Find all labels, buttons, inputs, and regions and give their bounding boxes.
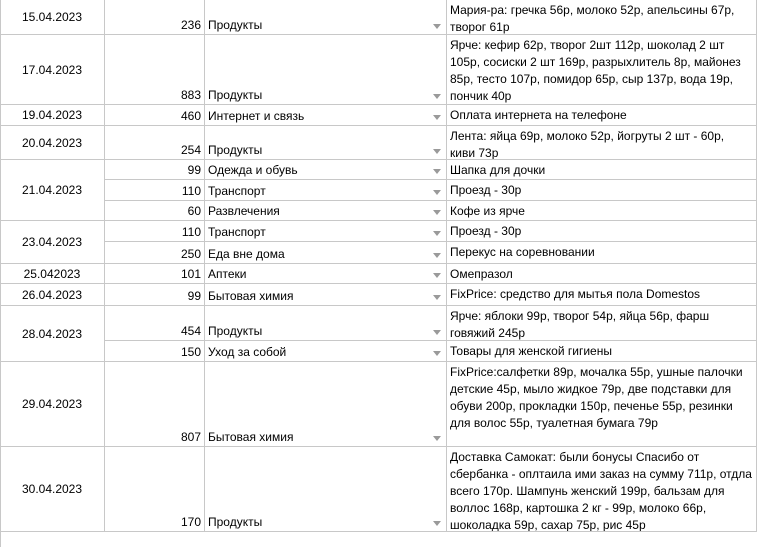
description-cell[interactable] (447, 160, 757, 180)
description-cell[interactable] (447, 447, 757, 532)
date-cell[interactable] (0, 126, 105, 160)
description-cell[interactable] (447, 306, 757, 341)
dropdown-arrow-icon[interactable] (433, 273, 441, 278)
category-label: Еда вне дома (208, 247, 285, 261)
description-text: Ярче: яблоки 99р, творог 54р, яйца 56р, фарш говяжий 245р (450, 309, 710, 340)
dropdown-arrow-icon[interactable] (433, 231, 441, 236)
category-label: Транспорт (208, 225, 266, 239)
dropdown-arrow-icon[interactable] (433, 149, 441, 154)
category-dropdown[interactable] (205, 284, 447, 306)
amount-text: 150 (180, 345, 201, 359)
description-cell[interactable] (447, 221, 757, 242)
category-dropdown[interactable] (205, 221, 447, 242)
date-text: 30.04.2023 (21, 482, 83, 496)
date-cell[interactable] (0, 284, 105, 306)
date-cell[interactable] (0, 306, 105, 362)
amount-text: 236 (180, 18, 201, 32)
amount-cell[interactable] (105, 242, 205, 264)
category-dropdown[interactable] (205, 201, 447, 221)
category-label: Продукты (208, 143, 263, 157)
description-text: Товары для женской гигиены (450, 344, 612, 358)
dropdown-arrow-icon[interactable] (433, 169, 441, 174)
description-cell[interactable] (447, 284, 757, 306)
date-text: 20.04.2023 (21, 135, 83, 150)
amount-cell[interactable] (105, 180, 205, 201)
amount-cell[interactable] (105, 264, 205, 284)
description-text: Кофе из ярче (450, 204, 525, 218)
amount-cell[interactable] (105, 0, 205, 35)
amount-text: 99 (187, 289, 201, 303)
amount-text: 460 (180, 109, 201, 123)
description-text: Проезд - 30р (450, 183, 522, 197)
category-dropdown[interactable] (205, 264, 447, 284)
date-cell[interactable] (0, 264, 105, 284)
amount-cell[interactable] (105, 221, 205, 242)
category-dropdown[interactable] (205, 362, 447, 447)
description-text: Лента: яйца 69р, молоко 52р, йогруты 2 шт - 60р, киви 73р (450, 129, 725, 160)
category-dropdown[interactable] (205, 306, 447, 341)
category-dropdown[interactable] (205, 126, 447, 160)
description-text: Проезд - 30р (450, 224, 522, 238)
amount-text: 250 (180, 247, 201, 261)
category-label: Бытовая химия (208, 430, 294, 444)
grid-left-border (0, 0, 1, 547)
description-cell[interactable] (447, 0, 757, 35)
dropdown-arrow-icon[interactable] (433, 94, 441, 99)
category-dropdown[interactable] (205, 447, 447, 532)
amount-cell[interactable] (105, 284, 205, 306)
date-cell[interactable] (0, 362, 105, 447)
dropdown-arrow-icon[interactable] (433, 210, 441, 215)
amount-cell[interactable] (105, 201, 205, 221)
category-dropdown[interactable] (205, 242, 447, 264)
category-dropdown[interactable] (205, 160, 447, 180)
date-text: 19.04.2023 (21, 108, 83, 122)
amount-cell[interactable] (105, 447, 205, 532)
dropdown-arrow-icon[interactable] (433, 115, 441, 120)
amount-cell[interactable] (105, 362, 205, 447)
category-label: Аптеки (208, 267, 247, 281)
amount-text: 807 (180, 430, 201, 444)
category-label: Продукты (208, 88, 263, 102)
category-label: Транспорт (208, 184, 266, 198)
category-label: Уход за собой (208, 345, 287, 359)
description-cell[interactable] (447, 341, 757, 362)
amount-text: 110 (181, 184, 201, 198)
date-text: 23.04.2023 (21, 235, 83, 249)
date-text: 28.04.2023 (21, 326, 83, 341)
dropdown-arrow-icon[interactable] (433, 24, 441, 29)
date-cell[interactable] (0, 105, 105, 126)
dropdown-arrow-icon[interactable] (433, 351, 441, 356)
category-label: Продукты (208, 515, 263, 529)
description-cell[interactable] (447, 201, 757, 221)
dropdown-arrow-icon[interactable] (433, 436, 441, 441)
date-text: 26.04.2023 (21, 287, 83, 302)
description-cell[interactable] (447, 242, 757, 264)
date-cell[interactable] (0, 35, 105, 105)
description-text: Омепразол (450, 267, 513, 281)
dropdown-arrow-icon[interactable] (433, 253, 441, 258)
amount-cell[interactable] (105, 35, 205, 105)
category-label: Продукты (208, 18, 263, 32)
description-cell[interactable] (447, 264, 757, 284)
category-dropdown[interactable] (205, 341, 447, 362)
amount-cell[interactable] (105, 126, 205, 160)
description-text: Доставка Самокат: были бонусы Спасибо от сбербанка - оплтаила ими заказ на сумму 711р, отдла всего 170р. Шампунь женский 199р, бальзам для воллос 168р, картошка 2 кг - 99р, молоко 66р, шоколадка 59р, сахар 75р, рис 45р (450, 450, 752, 532)
amount-text: 101 (180, 267, 201, 281)
dropdown-arrow-icon[interactable] (433, 295, 441, 300)
description-text: Мария-ра: гречка 56р, молоко 52р, апельсины 67р, творог 61р (450, 3, 735, 34)
description-cell[interactable] (447, 362, 757, 447)
description-text: Шапка для дочки (450, 163, 546, 177)
amount-cell[interactable] (105, 105, 205, 126)
amount-text: 883 (180, 88, 201, 102)
description-cell[interactable] (447, 126, 757, 160)
category-label: Развлечения (208, 204, 280, 218)
date-text: 21.04.2023 (21, 183, 83, 197)
date-text: 17.04.2023 (21, 62, 83, 77)
date-text: 29.04.2023 (21, 397, 83, 411)
amount-text: 110 (181, 225, 201, 239)
amount-text: 99 (187, 163, 201, 177)
date-cell[interactable] (0, 0, 105, 35)
date-cell[interactable] (0, 160, 105, 221)
dropdown-arrow-icon[interactable] (433, 190, 441, 195)
category-label: Интернет и связь (208, 109, 305, 123)
amount-cell[interactable] (105, 341, 205, 362)
category-dropdown[interactable] (205, 35, 447, 105)
date-text: 15.04.2023 (21, 10, 83, 24)
amount-text: 60 (187, 204, 201, 218)
description-cell[interactable] (447, 180, 757, 201)
amount-text: 454 (180, 324, 201, 338)
date-text: 25.042023 (23, 266, 81, 281)
description-text: Перекус на соревновании (450, 245, 595, 259)
description-cell[interactable] (447, 35, 757, 105)
amount-cell[interactable] (105, 306, 205, 341)
dropdown-arrow-icon[interactable] (433, 330, 441, 335)
date-cell[interactable] (0, 447, 105, 532)
date-cell[interactable] (0, 221, 105, 264)
amount-cell[interactable] (105, 160, 205, 180)
category-label: Бытовая химия (208, 289, 294, 303)
description-text: FixPrice:салфетки 89р, мочалка 55р, ушные палочки детские 45р, мыло жидкое 79р, две подставки для обуви 200р, прокладки 150р, печенье 55р, резинки для волос 55р, туалетная бумага 79р (450, 365, 743, 430)
category-label: Одежда и обувь (208, 163, 298, 177)
category-label: Продукты (208, 324, 263, 338)
category-dropdown[interactable] (205, 180, 447, 201)
category-dropdown[interactable] (205, 0, 447, 35)
amount-text: 254 (180, 143, 201, 157)
description-text: Ярче: кефир 62р, творог 2шт 112р, шоколад 2 шт 105р, сосиски 2 шт 169р, разрыхлитель 8р, майонез 85р, тесто 107р, помидор 65р, сыр 137р, вода 19р, пончик 40р (450, 38, 741, 103)
category-dropdown[interactable] (205, 105, 447, 126)
dropdown-arrow-icon[interactable] (433, 521, 441, 526)
amount-text: 170 (180, 515, 201, 529)
description-cell[interactable] (447, 105, 757, 126)
description-text: FixPrice: средство для мытья пола Domestos (450, 287, 701, 301)
description-text: Оплата интернета на телефоне (450, 108, 627, 122)
